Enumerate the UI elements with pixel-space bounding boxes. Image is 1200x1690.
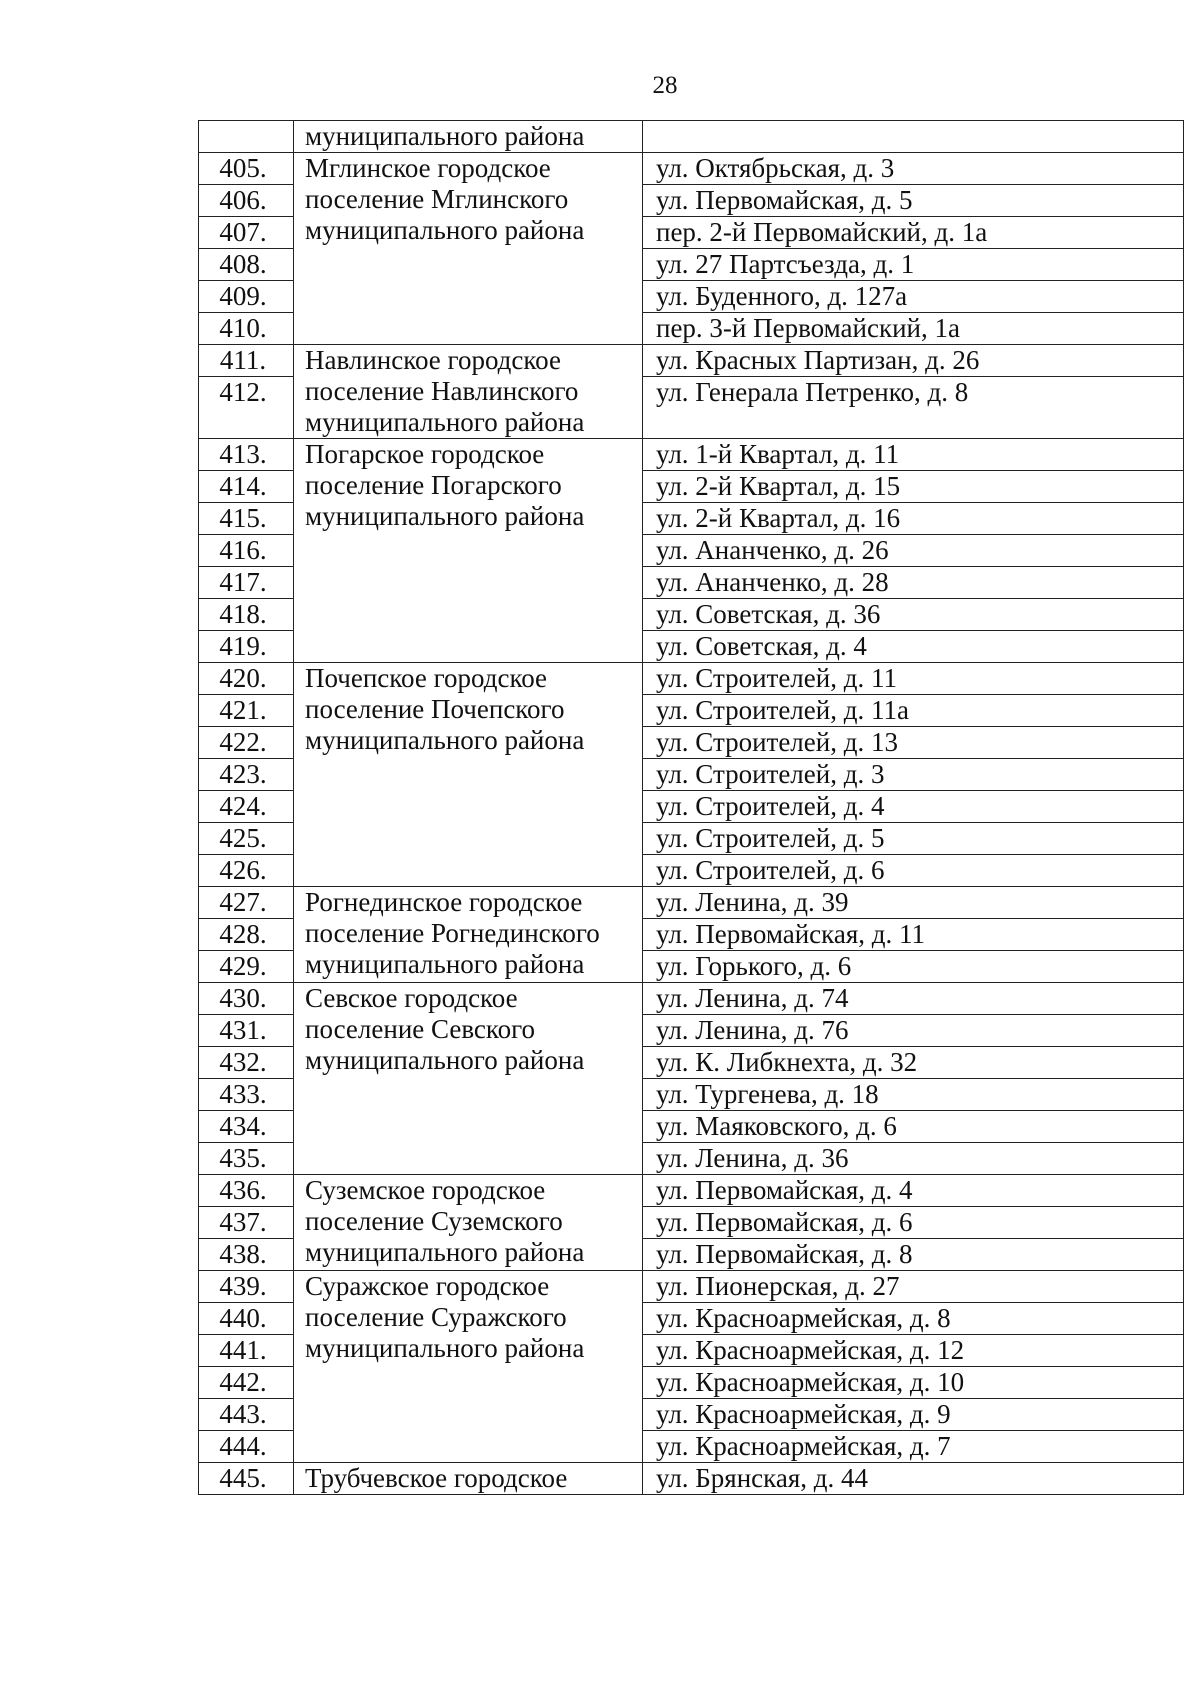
address-cell: ул. Буденного, д. 127а xyxy=(643,281,1184,313)
address-cell: ул. Советская, д. 4 xyxy=(643,631,1184,663)
settlement-name: Навлинское городское поселение Навлинского муниципального района xyxy=(294,345,643,439)
row-number: 433. xyxy=(199,1079,294,1111)
row-number: 416. xyxy=(199,535,294,567)
address-cell: ул. Первомайская, д. 8 xyxy=(643,1239,1184,1271)
row-number: 421. xyxy=(199,695,294,727)
table-row xyxy=(199,887,1184,919)
address-cell: ул. Ленина, д. 36 xyxy=(643,1143,1184,1175)
address-cell: ул. Красноармейская, д. 12 xyxy=(643,1335,1184,1367)
settlement-name: Погарское городское поселение Погарского муниципального района xyxy=(294,439,643,663)
row-number: 413. xyxy=(199,439,294,471)
row-number: 418. xyxy=(199,599,294,631)
row-number: 435. xyxy=(199,1143,294,1175)
table-row xyxy=(199,345,1184,377)
address-cell: ул. Ленина, д. 76 xyxy=(643,1015,1184,1047)
row-number: 419. xyxy=(199,631,294,663)
row-number: 427. xyxy=(199,887,294,919)
address-cell: ул. 1-й Квартал, д. 11 xyxy=(643,439,1184,471)
row-number: 425. xyxy=(199,823,294,855)
row-number: 426. xyxy=(199,855,294,887)
row-number xyxy=(199,121,294,153)
row-number: 442. xyxy=(199,1367,294,1399)
settlement-name: Мглинское городское поселение Мглинского муниципального района xyxy=(294,153,643,345)
address-cell: ул. Строителей, д. 13 xyxy=(643,727,1184,759)
row-number: 439. xyxy=(199,1271,294,1303)
address-cell: ул. 27 Партсъезда, д. 1 xyxy=(643,249,1184,281)
address-cell: ул. 2-й Квартал, д. 15 xyxy=(643,471,1184,503)
row-number: 445. xyxy=(199,1463,294,1495)
address-cell: ул. Первомайская, д. 6 xyxy=(643,1207,1184,1239)
row-number: 405. xyxy=(199,153,294,185)
address-cell: ул. Пионерская, д. 27 xyxy=(643,1271,1184,1303)
row-number: 437. xyxy=(199,1207,294,1239)
address-cell: ул. Строителей, д. 11а xyxy=(643,695,1184,727)
row-number: 422. xyxy=(199,727,294,759)
row-number: 414. xyxy=(199,471,294,503)
row-number: 438. xyxy=(199,1239,294,1271)
settlement-name: Севское городское поселение Севского муниципального района xyxy=(294,983,643,1175)
row-number: 444. xyxy=(199,1431,294,1463)
address-cell: пер. 2-й Первомайский, д. 1а xyxy=(643,217,1184,249)
row-number: 417. xyxy=(199,567,294,599)
address-cell: ул. Красноармейская, д. 7 xyxy=(643,1431,1184,1463)
row-number: 406. xyxy=(199,185,294,217)
row-number: 409. xyxy=(199,281,294,313)
row-number: 434. xyxy=(199,1111,294,1143)
row-number: 441. xyxy=(199,1335,294,1367)
table-row xyxy=(199,1175,1184,1207)
address-cell: ул. Брянская, д. 44 xyxy=(643,1463,1184,1495)
table-row xyxy=(199,983,1184,1015)
row-number: 423. xyxy=(199,759,294,791)
address-cell: ул. Строителей, д. 4 xyxy=(643,791,1184,823)
table-row xyxy=(199,663,1184,695)
address-cell: ул. Генерала Петренко, д. 8 xyxy=(643,377,1184,439)
address-table-body xyxy=(199,121,1184,1495)
address-cell: ул. Первомайская, д. 4 xyxy=(643,1175,1184,1207)
row-number: 432. xyxy=(199,1047,294,1079)
row-number: 424. xyxy=(199,791,294,823)
table-row xyxy=(199,1463,1184,1495)
address-cell: ул. Ананченко, д. 26 xyxy=(643,535,1184,567)
address-cell: ул. Красных Партизан, д. 26 xyxy=(643,345,1184,377)
settlement-name: муниципального района xyxy=(294,121,643,153)
row-number: 408. xyxy=(199,249,294,281)
address-cell: ул. 2-й Квартал, д. 16 xyxy=(643,503,1184,535)
settlement-name: Рогнединское городское поселение Рогнединского муниципального района xyxy=(294,887,643,983)
row-number: 411. xyxy=(199,345,294,377)
address-cell: ул. Горького, д. 6 xyxy=(643,951,1184,983)
row-number: 420. xyxy=(199,663,294,695)
address-cell: ул. Тургенева, д. 18 xyxy=(643,1079,1184,1111)
row-number: 440. xyxy=(199,1303,294,1335)
row-number: 407. xyxy=(199,217,294,249)
address-cell xyxy=(643,121,1184,153)
address-cell: ул. Строителей, д. 11 xyxy=(643,663,1184,695)
address-cell: ул. К. Либкнехта, д. 32 xyxy=(643,1047,1184,1079)
address-cell: ул. Ананченко, д. 28 xyxy=(643,567,1184,599)
address-cell: ул. Первомайская, д. 5 xyxy=(643,185,1184,217)
address-cell: ул. Ленина, д. 74 xyxy=(643,983,1184,1015)
address-cell: ул. Октябрьская, д. 3 xyxy=(643,153,1184,185)
address-cell: ул. Первомайская, д. 11 xyxy=(643,919,1184,951)
table-row xyxy=(199,153,1184,185)
row-number: 410. xyxy=(199,313,294,345)
settlement-name: Суземское городское поселение Суземского муниципального района xyxy=(294,1175,643,1271)
row-number: 412. xyxy=(199,377,294,439)
settlement-name: Суражское городское поселение Суражского муниципального района xyxy=(294,1271,643,1463)
address-cell: ул. Строителей, д. 6 xyxy=(643,855,1184,887)
address-cell: ул. Строителей, д. 5 xyxy=(643,823,1184,855)
row-number: 436. xyxy=(199,1175,294,1207)
settlement-name: Трубчевское городское xyxy=(294,1463,643,1495)
address-cell: пер. 3-й Первомайский, 1а xyxy=(643,313,1184,345)
table-row xyxy=(199,121,1184,153)
row-number: 443. xyxy=(199,1399,294,1431)
page-number: 28 xyxy=(652,72,678,99)
address-cell: ул. Ленина, д. 39 xyxy=(643,887,1184,919)
row-number: 431. xyxy=(199,1015,294,1047)
table-row xyxy=(199,1271,1184,1303)
row-number: 429. xyxy=(199,951,294,983)
settlement-name: Почепское городское поселение Почепского муниципального района xyxy=(294,663,643,887)
row-number: 430. xyxy=(199,983,294,1015)
row-number: 428. xyxy=(199,919,294,951)
address-cell: ул. Красноармейская, д. 8 xyxy=(643,1303,1184,1335)
address-cell: ул. Советская, д. 36 xyxy=(643,599,1184,631)
address-cell: ул. Красноармейская, д. 10 xyxy=(643,1367,1184,1399)
address-table xyxy=(198,120,1184,1495)
address-cell: ул. Строителей, д. 3 xyxy=(643,759,1184,791)
table-row xyxy=(199,439,1184,471)
address-cell: ул. Красноармейская, д. 9 xyxy=(643,1399,1184,1431)
address-cell: ул. Маяковского, д. 6 xyxy=(643,1111,1184,1143)
row-number: 415. xyxy=(199,503,294,535)
